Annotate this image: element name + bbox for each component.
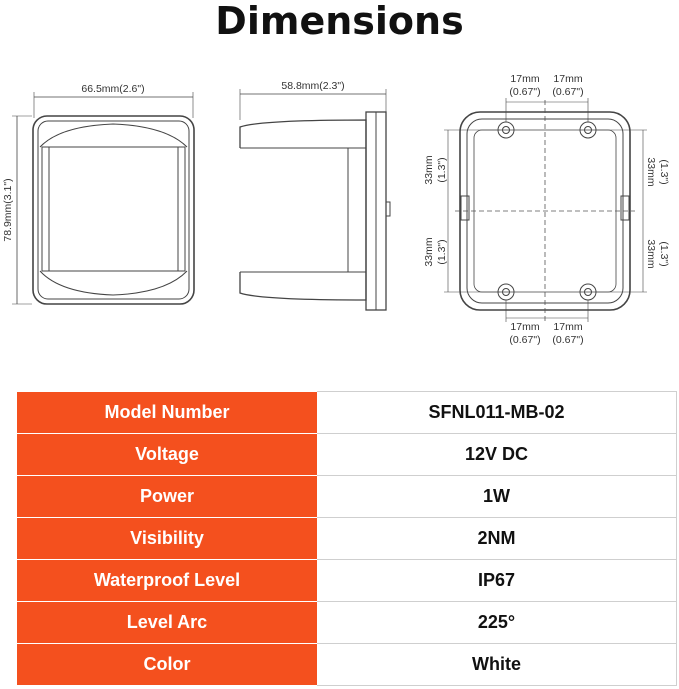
spec-row-visibility bbox=[17, 518, 677, 560]
spec-value: 225° bbox=[317, 602, 677, 644]
back-bottom-right-mm: 17mm bbox=[553, 321, 583, 333]
back-right-lower-mm: 33mm bbox=[645, 239, 657, 269]
side-depth-label: 58.8mm(2.3") bbox=[281, 80, 345, 92]
back-bottom-left-in: (0.67") bbox=[509, 334, 541, 346]
spec-value: 1W bbox=[317, 476, 677, 518]
front-view-drawing bbox=[2, 83, 194, 304]
spec-label: Model Number bbox=[17, 392, 317, 434]
spec-value: SFNL011-MB-02 bbox=[317, 392, 677, 434]
back-left-upper-in: (1.3") bbox=[436, 157, 448, 183]
side-view-drawing bbox=[240, 80, 390, 310]
spec-row-level-arc bbox=[17, 602, 677, 644]
back-top-left-in: (0.67") bbox=[509, 86, 541, 98]
spec-label: Power bbox=[17, 476, 317, 518]
spec-label: Level Arc bbox=[17, 602, 317, 644]
spec-value: 2NM bbox=[317, 518, 677, 560]
spec-label: Voltage bbox=[17, 434, 317, 476]
back-view-drawing bbox=[423, 73, 670, 346]
spec-label: Color bbox=[17, 644, 317, 686]
spec-row-voltage bbox=[17, 434, 677, 476]
back-top-left-mm: 17mm bbox=[510, 73, 540, 85]
spec-row-power bbox=[17, 476, 677, 518]
back-right-upper-in: (1.3") bbox=[658, 159, 670, 185]
spec-value: IP67 bbox=[317, 560, 677, 602]
back-left-lower-mm: 33mm bbox=[423, 237, 435, 267]
spec-value: White bbox=[317, 644, 677, 686]
back-left-upper-mm: 33mm bbox=[423, 155, 435, 185]
front-width-label: 66.5mm(2.6") bbox=[81, 83, 145, 95]
spec-table bbox=[17, 391, 677, 686]
back-bottom-left-mm: 17mm bbox=[510, 321, 540, 333]
back-right-upper-mm: 33mm bbox=[645, 157, 657, 187]
back-right-lower-in: (1.3") bbox=[658, 241, 670, 267]
spec-row-color bbox=[17, 644, 677, 686]
page-title: Dimensions bbox=[215, 0, 464, 43]
spec-row-model-number bbox=[17, 392, 677, 434]
back-left-lower-in: (1.3") bbox=[436, 239, 448, 265]
spec-value: 12V DC bbox=[317, 434, 677, 476]
spec-row-waterproof-level bbox=[17, 560, 677, 602]
back-bottom-right-in: (0.67") bbox=[552, 334, 584, 346]
front-height-label: 78.9mm(3.1") bbox=[2, 178, 14, 242]
spec-label: Visibility bbox=[17, 518, 317, 560]
back-top-right-in: (0.67") bbox=[552, 86, 584, 98]
back-top-right-mm: 17mm bbox=[553, 73, 583, 85]
spec-label: Waterproof Level bbox=[17, 560, 317, 602]
